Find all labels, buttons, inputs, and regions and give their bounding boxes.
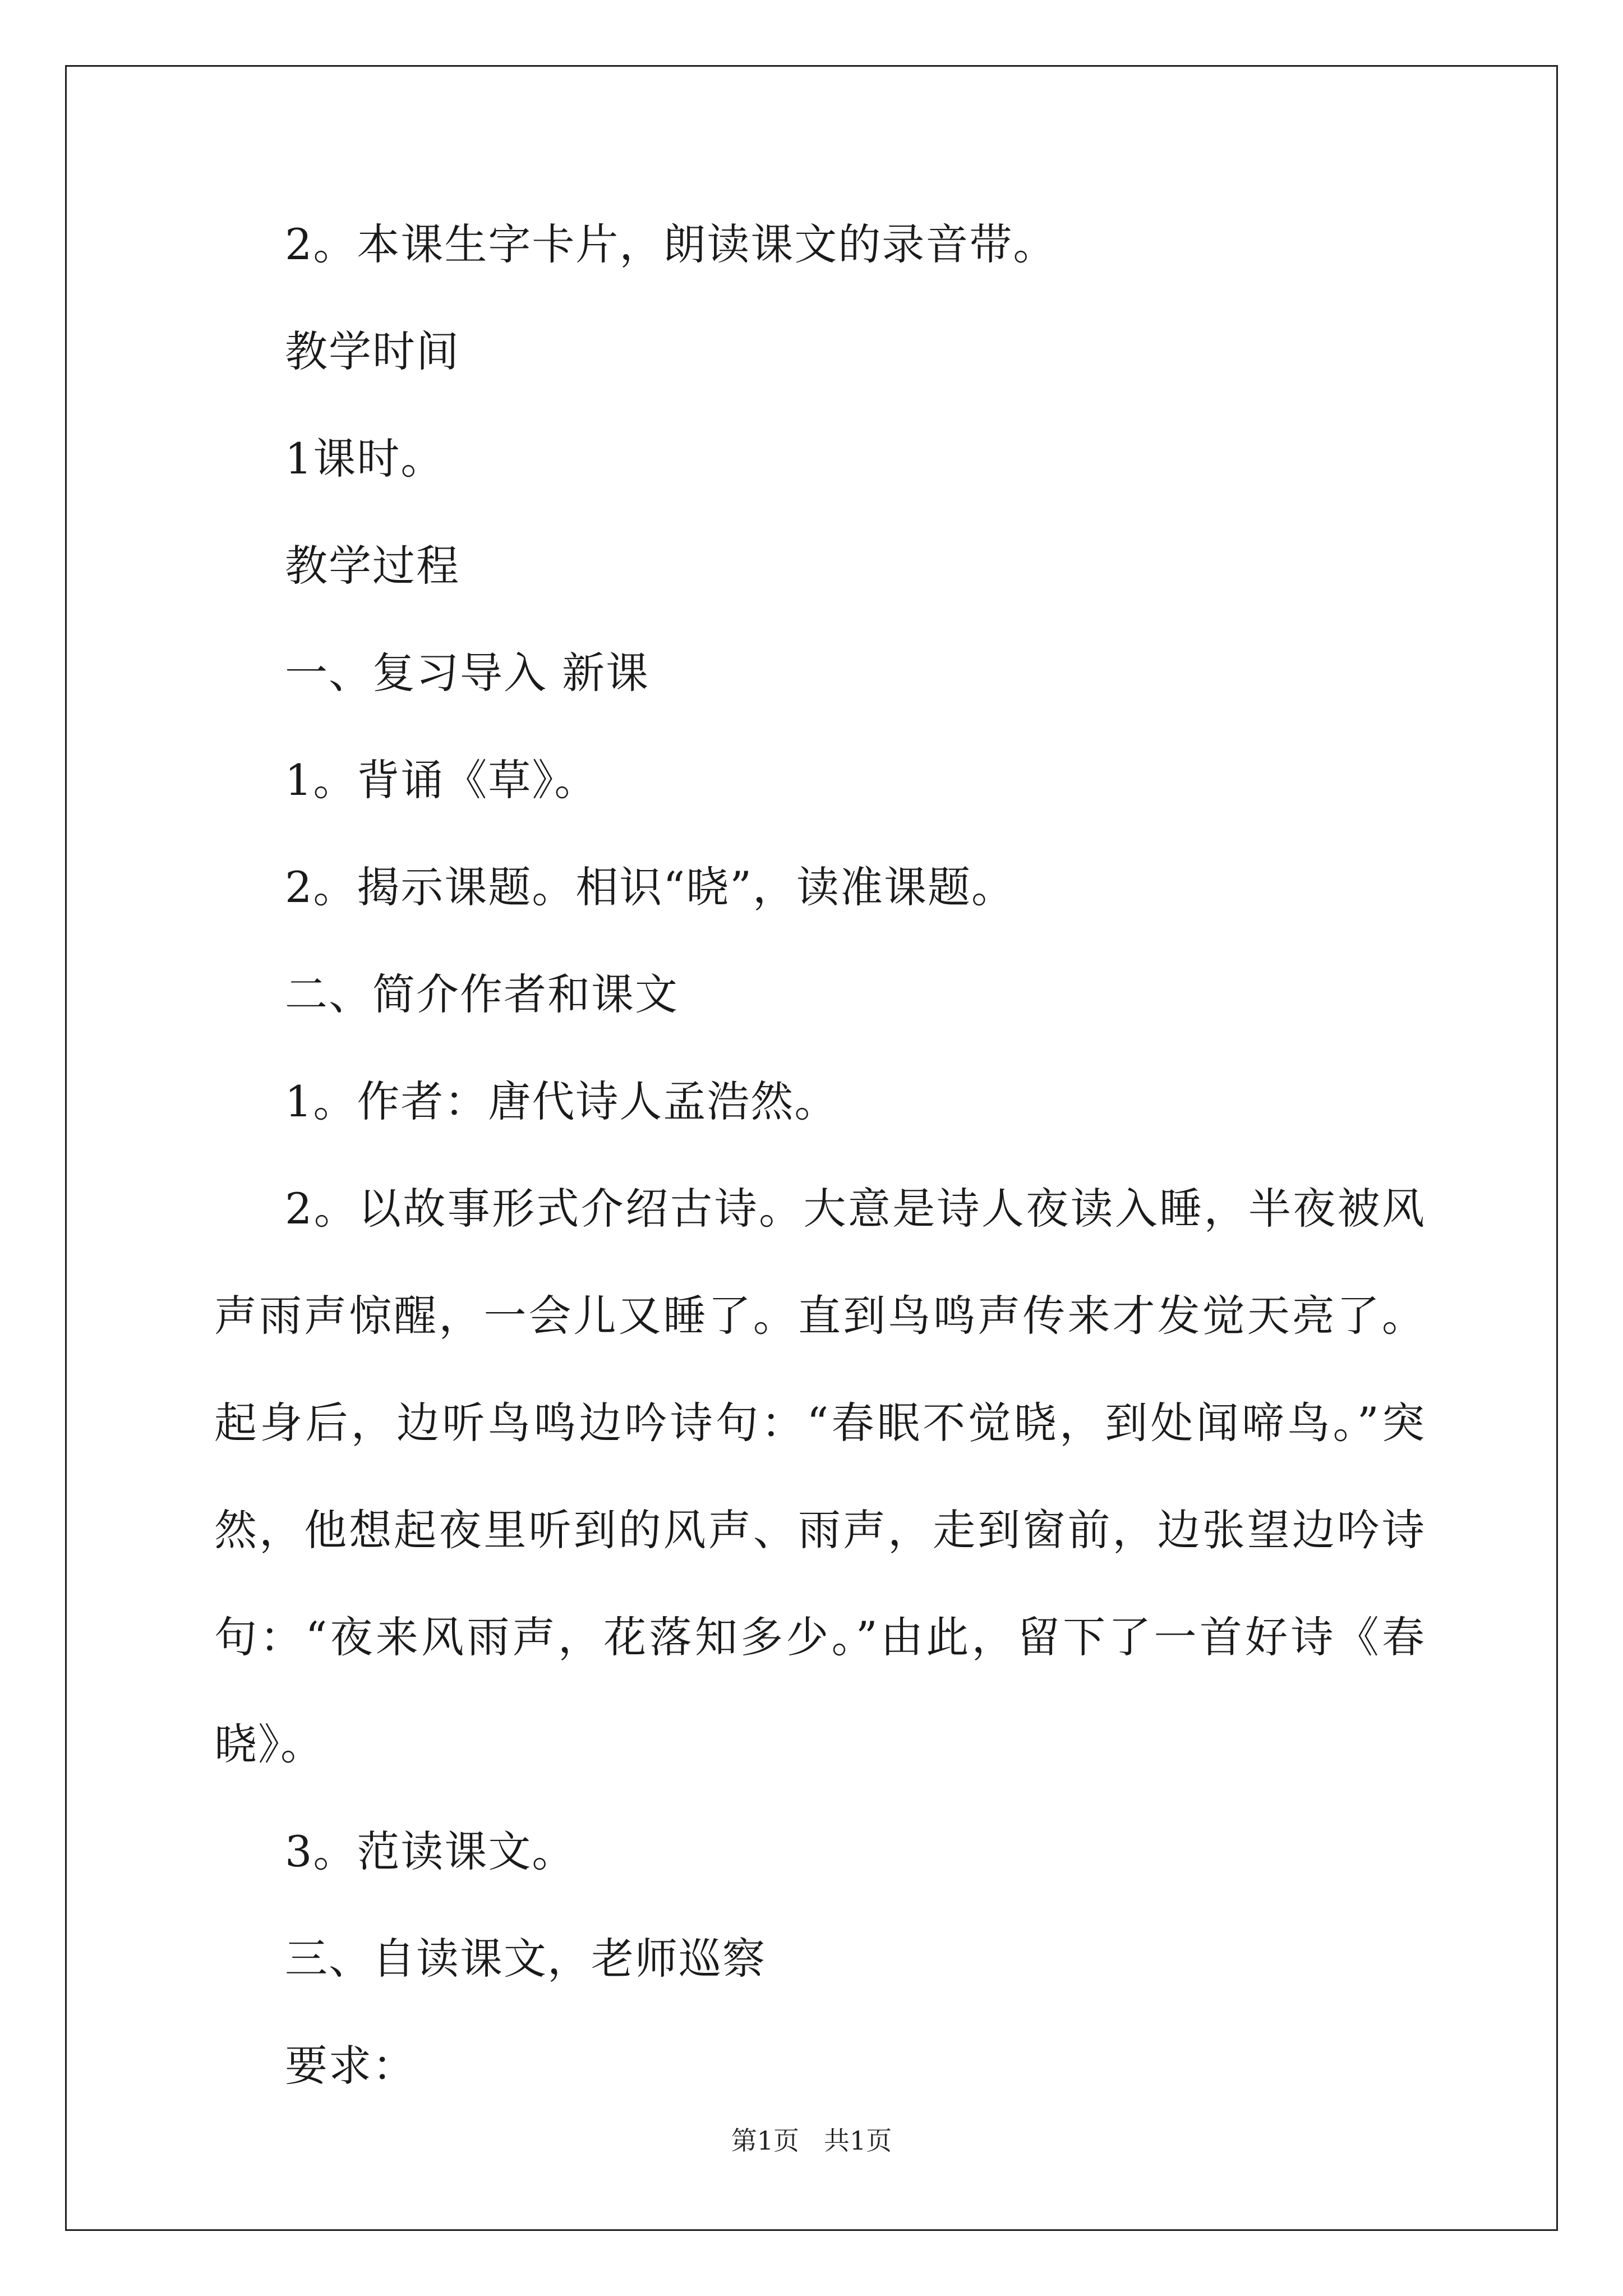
paragraph-story: 2。以故事形式介绍古诗。大意是诗人夜读入睡，半夜被风声雨声惊醒，一会儿又睡了。直到鸟鸣声传来才发觉天亮了。起身后，边听鸟鸣边吟诗句：“春眠不觉晓，到处闻啼鸟。”突然，他想起夜里听到的风声、雨声，走到窗前，边张望边吟诗句：“夜来风雨声，花落知多少。”由此，留下了一首好诗《春晓》。 (214, 1184, 1426, 1769)
page-number: 第1页 (731, 2125, 800, 2156)
heading-teaching-time: 教学时间 (285, 326, 460, 376)
paragraph-model-reading: 3。范读课文。 (285, 1826, 576, 1876)
paragraph-duration: 1课时。 (285, 434, 445, 484)
paragraph-requirements: 要求： (285, 2041, 416, 2091)
section-heading-review: 一、复习导入 新课 (285, 648, 650, 698)
paragraph-reveal-title: 2。揭示课题。相识“晓”，读准课题。 (285, 862, 1016, 912)
page-footer (0, 2124, 1623, 2157)
heading-teaching-process: 教学过程 (285, 541, 460, 591)
section-heading-self-reading: 三、自读课文，老师巡察 (285, 1934, 766, 1984)
page-total: 共1页 (823, 2125, 892, 2156)
paragraph-recite: 1。背诵《草》。 (285, 755, 598, 805)
paragraph-materials: 2。本课生字卡片，朗读课文的录音带。 (285, 219, 1057, 269)
section-heading-intro: 二、简介作者和课文 (285, 969, 679, 1019)
document-body (214, 191, 1426, 2119)
paragraph-author: 1。作者：唐代诗人孟浩然。 (285, 1076, 838, 1126)
